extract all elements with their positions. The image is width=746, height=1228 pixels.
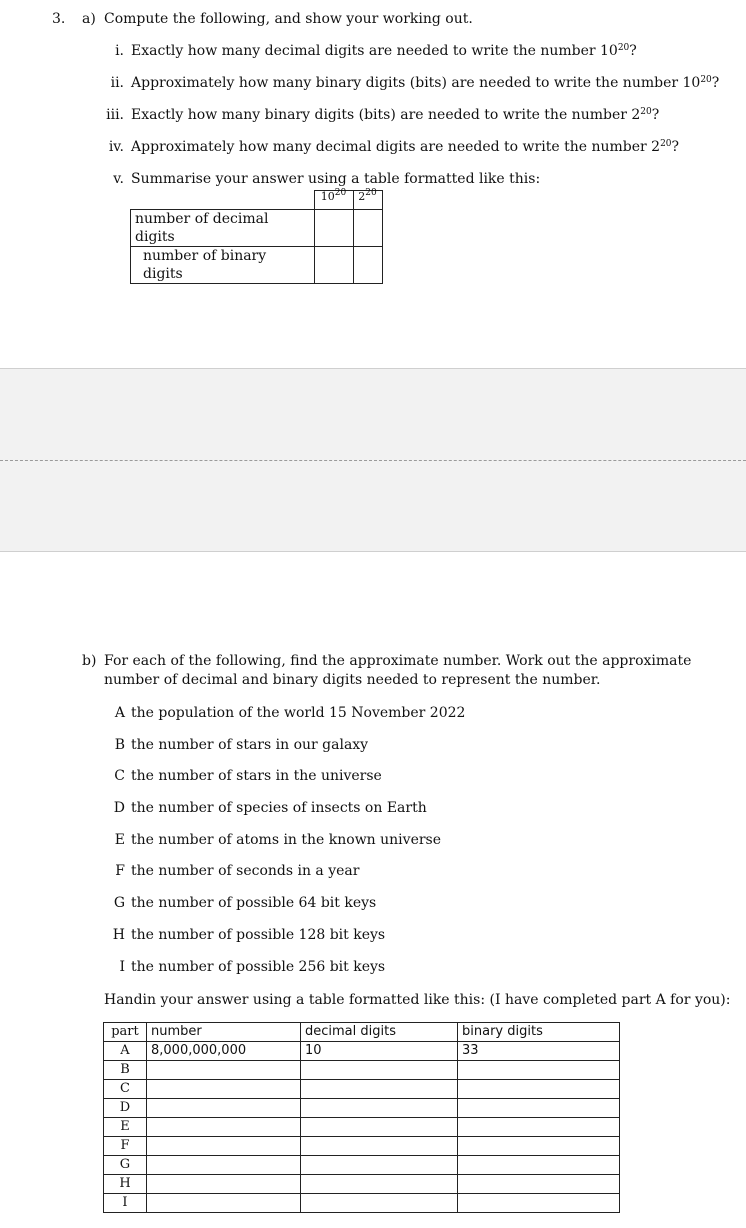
part-b-item-letter: A (114, 705, 125, 721)
table-row-label: number of binary digits (131, 246, 315, 283)
item-text-tail: ? (711, 75, 720, 91)
table-col-header-2-pow-20: $2^{20}$ (353, 191, 382, 210)
part-a-item-text (131, 139, 679, 155)
table-row (104, 1175, 620, 1194)
part-b-intro-line-2: number of decimal and binary digits needed to represent the number. (104, 672, 601, 688)
item-text-main: Approximately how many binary digits (bits) are needed to write the number 10 (131, 75, 701, 91)
part-a-item-number: i. (115, 43, 124, 59)
item-exponent: 20 (700, 75, 712, 85)
part-b-label: b) (82, 653, 97, 669)
table-row (104, 1137, 620, 1156)
table-cell (301, 1137, 458, 1156)
table-cell (147, 1156, 301, 1175)
table-cell (147, 1080, 301, 1099)
table-header-binary-digits: binary digits (458, 1023, 620, 1042)
table-header-number: number (147, 1023, 301, 1042)
part-b-item-text: the number of possible 256 bit keys (131, 959, 386, 975)
part-b-item-letter: F (115, 863, 125, 879)
part-b-item-text: the number of possible 128 bit keys (131, 927, 386, 943)
table-cell-part: I (104, 1194, 147, 1213)
table-cell-part: E (104, 1118, 147, 1137)
table-row (104, 1118, 620, 1137)
item-text-tail: ? (651, 107, 660, 123)
table-cell (147, 1118, 301, 1137)
part-a-item-text (131, 107, 659, 123)
part-b-item-text: the number of species of insects on Earth (131, 800, 427, 816)
part-a-item-number: v. (113, 171, 124, 187)
table-cell-part: A (104, 1042, 147, 1061)
table-empty-corner (131, 191, 315, 210)
table-header-part: part (104, 1023, 147, 1042)
part-b-item-letter: C (114, 768, 125, 784)
part-b-answer-table (103, 1022, 620, 1213)
table-row-label: number of decimal digits (131, 209, 315, 246)
part-a-intro: Compute the following, and show your working out. (104, 11, 473, 27)
table-row (104, 1042, 620, 1061)
part-b-item-letter: G (113, 895, 125, 911)
item-text-main: Summarise your answer using a table formatted like this: (131, 171, 541, 187)
item-text-tail: ? (629, 43, 637, 59)
part-a-item-number: iv. (108, 139, 124, 155)
table-cell-part: D (104, 1099, 147, 1118)
table-cell (458, 1080, 620, 1099)
question-number: 3. (52, 11, 66, 27)
table-row (104, 1099, 620, 1118)
table-cell: 10 (301, 1042, 458, 1061)
item-exponent: 20 (640, 107, 652, 117)
table-cell (301, 1061, 458, 1080)
item-exponent: 20 (660, 139, 672, 149)
table-row (104, 1156, 620, 1175)
table-cell-part: G (104, 1156, 147, 1175)
part-b-item-text: the population of the world 15 November 2022 (131, 705, 466, 721)
table-cell (301, 1175, 458, 1194)
part-a-summary-table (130, 190, 383, 284)
table-cell (147, 1137, 301, 1156)
table-cell (458, 1099, 620, 1118)
table-cell (147, 1099, 301, 1118)
handin-instruction: Handin your answer using a table formatted like this: (I have completed part A for you): (104, 992, 731, 1008)
table-cell (458, 1194, 620, 1213)
item-text-main: Exactly how many decimal digits are needed to write the number 10 (131, 43, 618, 59)
table-row (104, 1080, 620, 1099)
table-cell (314, 246, 353, 283)
table-col-header-10-pow-20: $10^{20}$ (314, 191, 353, 210)
part-b-item-letter: H (112, 927, 125, 943)
item-exponent: 20 (617, 43, 630, 53)
table-cell (458, 1061, 620, 1080)
table-cell (458, 1175, 620, 1194)
part-b-item-text: the number of possible 64 bit keys (131, 895, 377, 911)
table-row (104, 1061, 620, 1080)
part-b-item-text: the number of stars in the universe (131, 768, 382, 784)
part-a-item-number: ii. (110, 75, 124, 91)
part-a-item-text (131, 171, 540, 187)
table-cell (314, 209, 353, 246)
item-text-main: Approximately how many decimal digits are needed to write the number 2 (131, 139, 661, 155)
table-cell (147, 1061, 301, 1080)
table-cell (458, 1137, 620, 1156)
part-b-item-text: the number of atoms in the known universe (131, 832, 442, 848)
part-a-item-text (131, 75, 719, 91)
table-cell (301, 1156, 458, 1175)
table-cell (301, 1080, 458, 1099)
table-cell-part: H (104, 1175, 147, 1194)
page-break-dashed-line (0, 460, 746, 461)
table-cell-part: C (104, 1080, 147, 1099)
part-b-item-letter: I (119, 959, 125, 975)
part-a-item-text (131, 43, 637, 59)
table-cell (301, 1118, 458, 1137)
table-cell (301, 1099, 458, 1118)
table-row (104, 1194, 620, 1213)
table-cell (458, 1156, 620, 1175)
table-cell-part: B (104, 1061, 147, 1080)
table-cell: 33 (458, 1042, 620, 1061)
table-cell (353, 209, 382, 246)
table-cell (147, 1194, 301, 1213)
part-a-item-number: iii. (106, 107, 124, 123)
part-b-item-text: the number of stars in our galaxy (131, 737, 369, 753)
part-b-item-text: the number of seconds in a year (131, 863, 360, 879)
table-cell (301, 1194, 458, 1213)
part-b-item-letter: B (114, 737, 125, 753)
item-text-main: Exactly how many binary digits (bits) are needed to write the number 2 (131, 107, 641, 123)
part-a-label: a) (82, 11, 96, 27)
part-b-intro-line-1: For each of the following, find the approximate number. Work out the approximate (104, 653, 692, 669)
part-b-item-letter: D (113, 800, 125, 816)
table-cell (458, 1118, 620, 1137)
part-b-item-letter: E (114, 832, 125, 848)
table-cell (147, 1175, 301, 1194)
table-cell: 8,000,000,000 (147, 1042, 301, 1061)
item-text-tail: ? (671, 139, 680, 155)
table-cell-part: F (104, 1137, 147, 1156)
table-cell (353, 246, 382, 283)
table-header-decimal-digits: decimal digits (301, 1023, 458, 1042)
